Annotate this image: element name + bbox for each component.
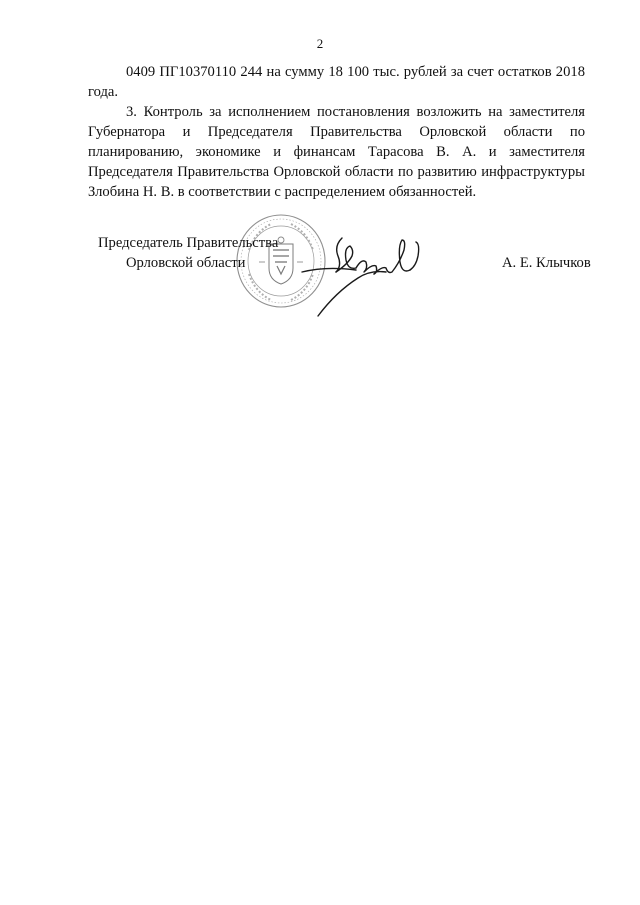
signatory-title-line-1: Председатель Правительства: [98, 235, 279, 251]
document-body: [88, 62, 585, 202]
page-number: 2: [316, 36, 324, 51]
paragraph-budget-code: 0409 ПГ10370110 244 на сумму 18 100 тыс. рублей за счет остатков 2018 года.: [88, 64, 585, 100]
handwritten-signature: [296, 226, 436, 318]
signatory-name: А. Е. Клычков: [502, 255, 591, 271]
signatory-title-line-2: Орловской области: [126, 255, 246, 271]
paragraph-control-clause: 3. Контроль за исполнением постановления возложить на заместителя Губернатора и Председателя Правительства Орловской области по планированию, экономике и финансам Тарасова В. А. и заместителя Председателя Правительства Орловской области по развитию инфраструктуры Злобина Н. В. в соответствии с распределением обязанностей.: [88, 104, 585, 200]
